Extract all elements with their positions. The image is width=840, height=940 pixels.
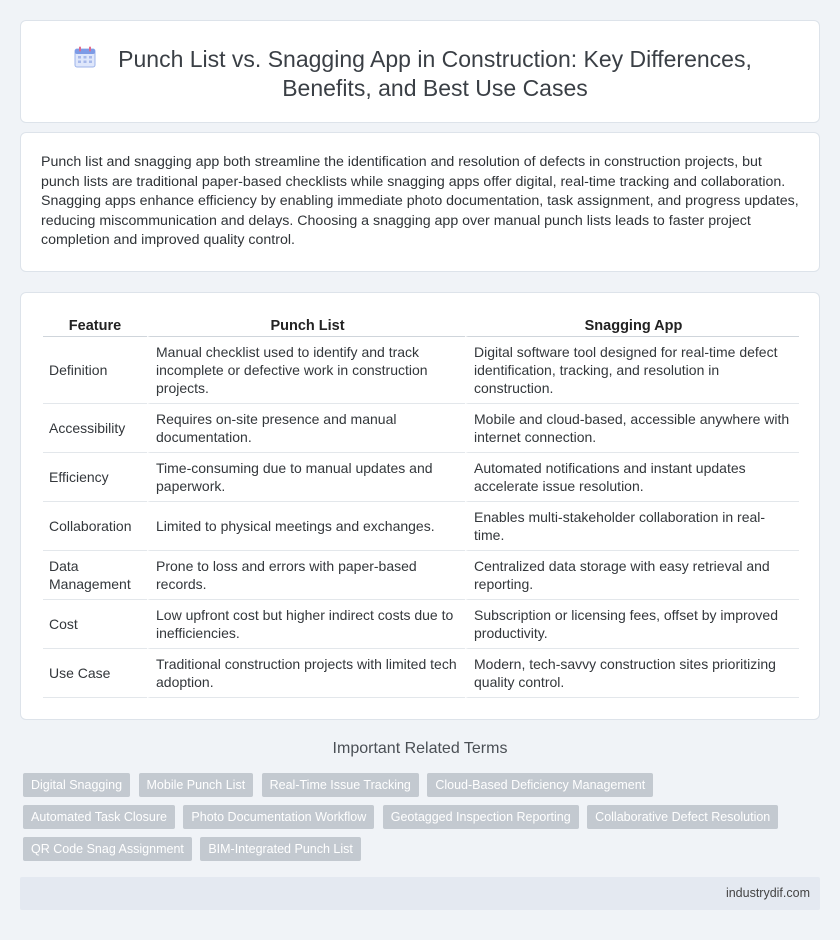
related-term-tag[interactable]: Automated Task Closure [23, 805, 175, 829]
intro-card [20, 132, 820, 272]
snagging-app-cell: Digital software tool designed for real-time defect identification, tracking, and resolution in construction. [465, 337, 799, 404]
footer-bar [20, 877, 820, 910]
feature-cell: Efficiency [43, 453, 147, 502]
snagging-app-cell: Automated notifications and instant updates accelerate issue resolution. [465, 453, 799, 502]
related-term-tag[interactable]: BIM-Integrated Punch List [200, 837, 361, 861]
related-term-tag[interactable]: Photo Documentation Workflow [183, 805, 374, 829]
column-header-punch-list: Punch List [147, 313, 465, 337]
related-term-tag[interactable]: Digital Snagging [23, 773, 130, 797]
comparison-table [43, 313, 799, 698]
punch-list-cell: Requires on-site presence and manual documentation. [147, 404, 465, 453]
column-header-snagging-app: Snagging App [465, 313, 799, 337]
punch-list-cell: Limited to physical meetings and exchanges. [147, 502, 465, 551]
punch-list-cell: Low upfront cost but higher indirect costs due to inefficiencies. [147, 600, 465, 649]
feature-cell: Data Management [43, 551, 147, 600]
intro-paragraph: Punch list and snagging app both streamline the identification and resolution of defects in construction projects, but punch lists are traditional paper-based checklists while snagging apps offer digital, real-time tracking and collaboration. Snagging apps enhance efficiency by enabling immediate photo documentation, task assignment, and progress updates, reducing miscommunication and delays. Choosing a snagging app over manual punch lists leads to faster project completion and improved quality control. [41, 154, 799, 249]
footer-site-link[interactable]: industrydif.com [725, 886, 810, 900]
table-row [43, 453, 799, 502]
related-term-tag[interactable]: QR Code Snag Assignment [23, 837, 192, 861]
related-term-tag[interactable]: Real-Time Issue Tracking [262, 773, 419, 797]
punch-list-cell: Prone to loss and errors with paper-based records. [147, 551, 465, 600]
snagging-app-cell: Enables multi-stakeholder collaboration in real-time. [465, 502, 799, 551]
table-row [43, 551, 799, 600]
title-card [20, 20, 820, 123]
feature-cell: Collaboration [43, 502, 147, 551]
punch-list-cell: Time-consuming due to manual updates and paperwork. [147, 453, 465, 502]
feature-cell: Definition [43, 337, 147, 404]
punch-list-cell: Traditional construction projects with limited tech adoption. [147, 649, 465, 698]
feature-cell: Cost [43, 600, 147, 649]
table-row [43, 337, 799, 404]
related-term-tag[interactable]: Collaborative Defect Resolution [587, 805, 778, 829]
related-term-tag[interactable]: Geotagged Inspection Reporting [383, 805, 579, 829]
table-row [43, 600, 799, 649]
punch-list-cell: Manual checklist used to identify and track incomplete or defective work in construction projects. [147, 337, 465, 404]
related-terms-list [23, 773, 803, 869]
snagging-app-cell: Mobile and cloud-based, accessible anywhere with internet connection. [465, 404, 799, 453]
related-term-tag[interactable]: Mobile Punch List [139, 773, 254, 797]
snagging-app-cell: Centralized data storage with easy retrieval and reporting. [465, 551, 799, 600]
table-row [43, 404, 799, 453]
related-terms-heading: Important Related Terms [332, 740, 508, 757]
snagging-app-cell: Modern, tech-savvy construction sites prioritizing quality control. [465, 649, 799, 698]
feature-cell: Use Case [43, 649, 147, 698]
page-title: Punch List vs. Snagging App in Construction: Key Differences, Benefits, and Best Use Cases [118, 46, 752, 101]
table-row [43, 502, 799, 551]
table-header-row [43, 313, 799, 337]
feature-cell: Accessibility [43, 404, 147, 453]
comparison-card [20, 292, 820, 720]
column-header-feature: Feature [43, 313, 147, 337]
related-term-tag[interactable]: Cloud-Based Deficiency Management [427, 773, 653, 797]
table-row [43, 649, 799, 698]
snagging-app-cell: Subscription or licensing fees, offset by improved productivity. [465, 600, 799, 649]
